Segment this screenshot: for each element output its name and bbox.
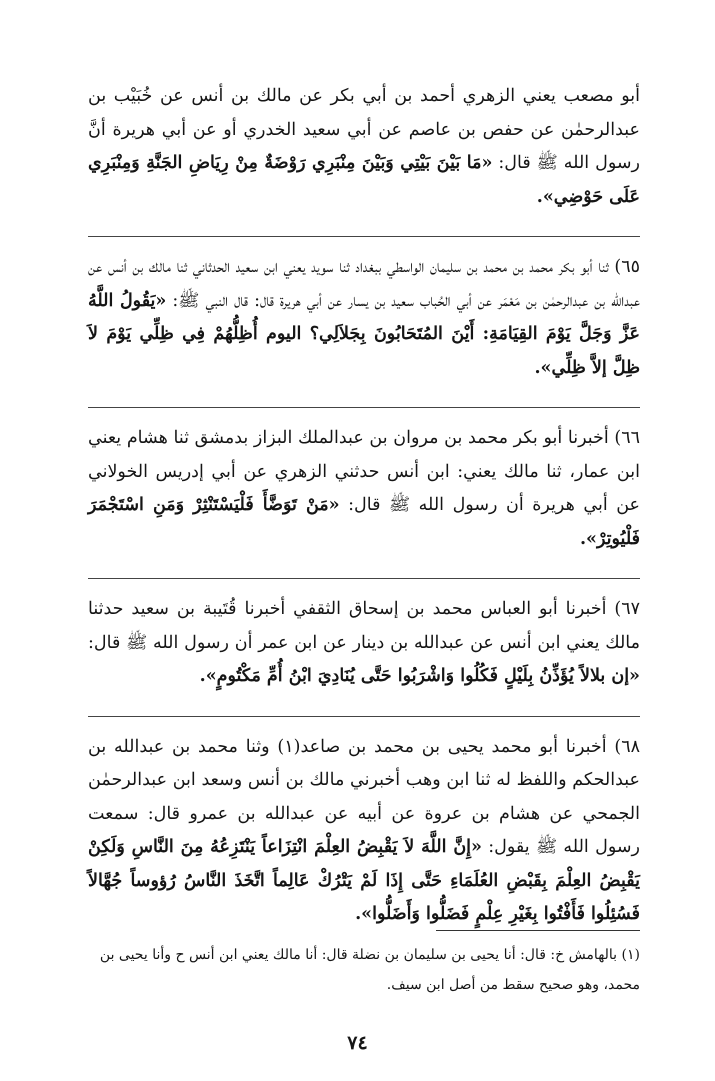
hadith-matn: «إن بلالاً يُؤَذِّنُ بِلَيْلٍ فَكُلُوا وَاشْرَبُوا حَتَّى يُنَادِيَ ابْنُ أُمِّ مَكْتُومٍ». (199, 666, 640, 686)
hadith-paragraph-66 (88, 422, 640, 556)
hadith-paragraph-1 (88, 80, 640, 214)
hadith-matn: «مَا بَيْنَ بَيْتِي وَبَيْنَ مِنْبَرِي رَوْضَةٌ مِنْ رِيَاضِ الجَنَّةِ وَمِنْبَرِي عَلَى حَوْضِي». (88, 153, 640, 207)
paragraph-divider (88, 578, 640, 579)
hadith-matn: «يَقُولُ اللَّهُ عَزَّ وَجَلَّ يَوْمَ القِيَامَةِ: أَيْنَ المُتَحَابُونَ بِجَلاَلِي؟ اليوم أُظِلُّهُمْ فِي ظِلِّي يَوْمَ لاَ ظِلَّ إلاَّ ظِلِّي». (88, 290, 640, 378)
isnad-text: ٦٥) ثنا أبو بكر محمد بن محمد بن سليمان الواسطي ببغداد ثنا سويد يعني ابن سعيد الحدثاني ثنا مالك بن أنس عن عبدالله بن عبدالرحمٰن بن مَعْمَر عن أبي الحُباب سعيد بن يسار عن أبي هريرة قال: قال النبي ﷺ: (88, 257, 640, 311)
hadith-matn: «مَنْ تَوَضَّأَ فَلْيَسْتَنْثِرْ وَمَنِ اسْتَجْمَرَ فَلْيُوتِرْ». (88, 495, 640, 549)
isnad-text: أبو مصعب يعني الزهري أحمد بن أبي بكر عن مالك بن أنس عن خُبَيْب بن عبدالرحمٰن عن حفص بن عاصم عن أبي سعيد الخدري أو عن أبي هريرة أنَّ رسول الله ﷺ قال: (88, 86, 640, 173)
isnad-text: ٦٦) أخبرنا أبو بكر محمد بن مروان بن عبدالملك البزاز بدمشق ثنا هشام يعني ابن عمار، ثنا مالك يعني: ابن أنس حدثني الزهري عن أبي إدريس الخولاني عن أبي هريرة أن رسول الله ﷺ قال: (88, 428, 640, 515)
hadith-paragraph-65 (88, 251, 640, 385)
paragraph-divider (88, 236, 640, 237)
page-number: ٧٤ (347, 1032, 368, 1054)
footnote-rule (436, 930, 640, 931)
footnote: (١) بالهامش خ: قال: أنا يحيى بن سليمان بن نضلة قال: أنا مالك يعني ابن أنس ح وأنا يحيى بن محمد، وهو صحيح سقط من أصل ابن سيف. (99, 947, 640, 993)
hadith-paragraph-67 (88, 593, 640, 694)
paragraph-divider (88, 407, 640, 408)
page-body (88, 80, 640, 950)
isnad-text: ٦٨) أخبرنا أبو محمد يحيى بن محمد بن صاعد(١) وثنا محمد بن عبدالله بن عبدالحكم واللفظ له ثنا ابن وهب أخبرني مالك بن أنس وسعد ابن عبدالرحمٰن الجمحي عن هشام بن عروة عن أبيه عن عبدالله بن عمرو قال: سمعت رسول الله ﷺ يقول: (88, 736, 641, 857)
paragraph-divider (88, 716, 640, 717)
isnad-text: ٦٧) أخبرنا أبو العباس محمد بن إسحاق الثقفي أخبرنا قُتَيبة بن سعيد حدثنا مالك يعني ابن أنس عن عبدالله بن دينار عن ابن عمر أن رسول الله ﷺ قال: (88, 599, 640, 653)
hadith-matn: «إِنَّ اللَّهَ لاَ يَقْبِضُ العِلْمَ انْتِزَاعاً يَنْتَزِعُهُ مِنَ النَّاسِ وَلَكِنْ يَقْبِضُ العِلْمَ بِقَبْضِ العُلَمَاءِ حَتَّى إِذَا لَمْ يَتْرُكْ عَالِماً اتَّخَذَ النَّاسُ رُؤوساً جُهَّالاً فَسُئِلُوا فَأَفْتُوا بِغَيْرِ عِلْمٍ فَضَلُّوا وَأَضَلُّوا». (88, 837, 640, 924)
hadith-paragraph-68 (88, 731, 640, 932)
